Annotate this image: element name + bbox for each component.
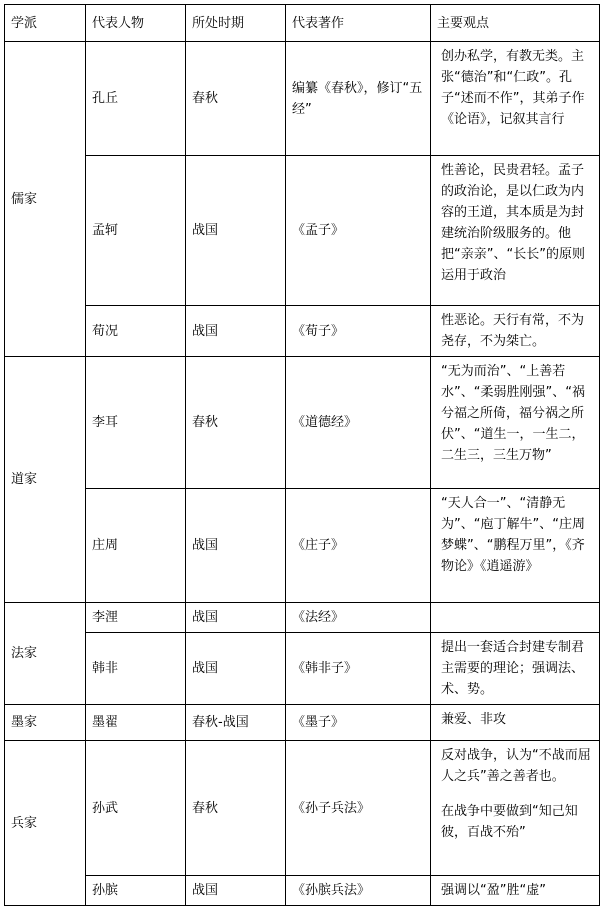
period-cell: 春秋-战国 [186,705,286,741]
views-paragraph: 在战争中要做到“知己知彼，百战不殆” [441,804,578,840]
school-name: 墨家 [5,705,86,741]
header-work: 代表著作 [286,5,431,42]
school-name: 儒家 [5,42,86,357]
period-cell: 战国 [186,306,286,357]
table-row [5,876,600,906]
table-row [5,357,600,489]
person-cell: 墨翟 [86,705,186,741]
period-cell: 战国 [186,876,286,906]
period-cell: 战国 [186,603,286,633]
views-cell [431,741,600,876]
views-cell: 性恶论。天行有常，不为尧存，不为桀亡。 [431,306,600,357]
period-cell: 战国 [186,156,286,306]
work-cell: 《道德经》 [286,357,431,489]
work-cell: 《庄子》 [286,489,431,603]
views-cell: 强调以“盈”胜“虚” [431,876,600,906]
school-name: 法家 [5,603,86,705]
person-cell: 李浬 [86,603,186,633]
views-cell: “天人合一”、“清静无为”、“庖丁解牛”、“庄周梦蝶”、“鹏程万里”，《齐物论》《逍遥游》 [431,489,600,603]
table-row [5,603,600,633]
period-cell: 战国 [186,489,286,603]
views-cell [431,603,600,633]
schools-table [4,4,600,906]
school-name: 道家 [5,357,86,603]
person-cell: 庄周 [86,489,186,603]
work-cell: 《荀子》 [286,306,431,357]
views-cell: 性善论，民贵君轻。孟子的政治论，是以仁政为内容的王道，其本质是为封建统治阶级服务的。他把“亲亲”、“长长”的原则运用于政治 [431,156,600,306]
table-row [5,489,600,603]
header-views: 主要观点 [431,5,600,42]
views-cell: “无为而治”、“上善若水”、“柔弱胜刚强”、“祸兮福之所倚，福兮祸之所伏”、“道生一，一生二，二生三，三生万物” [431,357,600,489]
header-person: 代表人物 [86,5,186,42]
person-cell: 孙武 [86,741,186,876]
work-cell: 《孟子》 [286,156,431,306]
work-cell: 《孙膑兵法》 [286,876,431,906]
table-row [5,42,600,156]
person-cell: 孙膑 [86,876,186,906]
table-row [5,633,600,705]
person-cell: 孟轲 [86,156,186,306]
table-row [5,306,600,357]
views-cell: 创办私学，有教无类。主张“德治”和“仁政”。孔子“述而不作”，其弟子作《论语》，记叙其言行 [431,42,600,156]
period-cell: 春秋 [186,42,286,156]
table-row [5,741,600,876]
period-cell: 战国 [186,633,286,705]
school-name: 兵家 [5,741,86,906]
work-cell: 编纂《春秋》，修订“五经” [286,42,431,156]
work-cell: 《法经》 [286,603,431,633]
views-paragraph: 反对战争，认为“不战而屈人之兵”善之善者也。 [441,748,591,784]
period-cell: 春秋 [186,357,286,489]
header-school: 学派 [5,5,86,42]
work-cell: 《墨子》 [286,705,431,741]
table-row [5,705,600,741]
table-row [5,156,600,306]
views-cell: 兼爱、非攻 [431,705,600,741]
person-cell: 韩非 [86,633,186,705]
header-period: 所处时期 [186,5,286,42]
views-cell: 提出一套适合封建专制君主需要的理论；强调法、术、势。 [431,633,600,705]
person-cell: 荀况 [86,306,186,357]
work-cell: 《韩非子》 [286,633,431,705]
header-row [5,5,600,42]
period-cell: 春秋 [186,741,286,876]
person-cell: 李耳 [86,357,186,489]
work-cell: 《孙子兵法》 [286,741,431,876]
person-cell: 孔丘 [86,42,186,156]
